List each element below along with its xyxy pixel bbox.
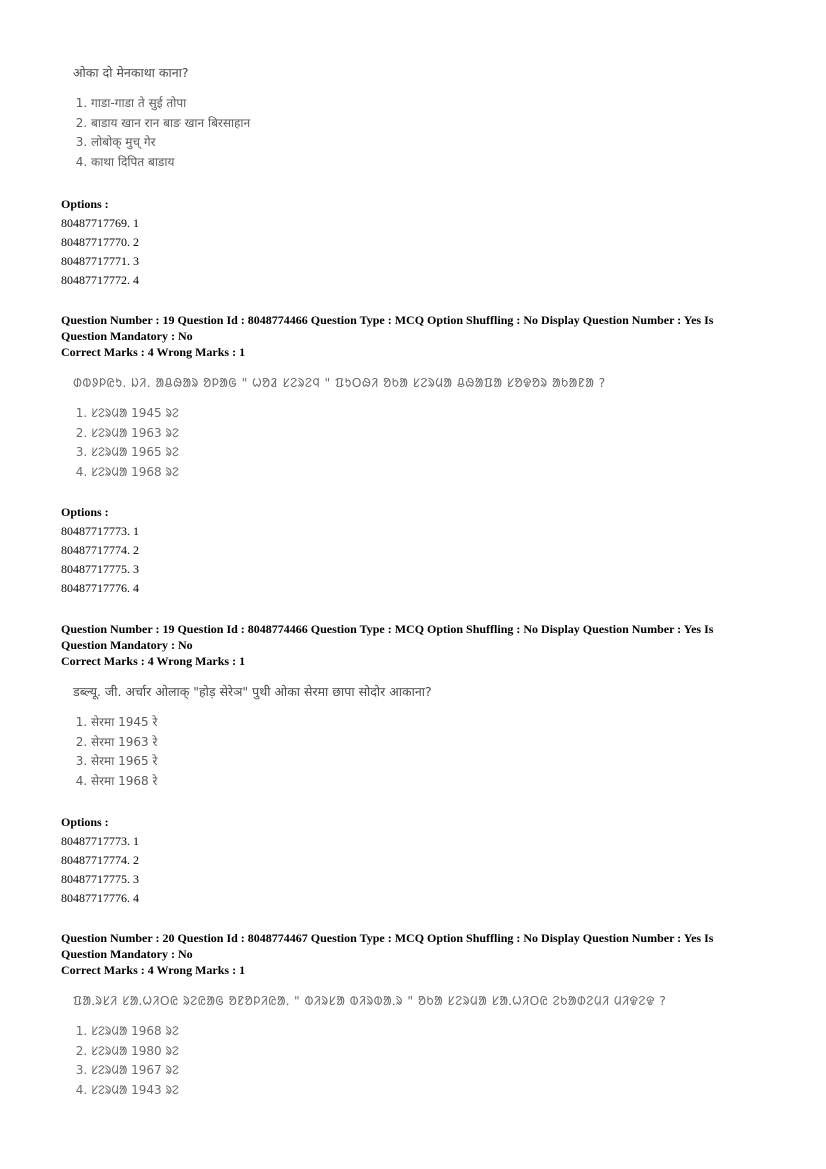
choice-item: 2. सेरमा 1963 रे (91, 733, 761, 753)
choice-item: 4. काथा दिपित बाडाय (91, 153, 761, 173)
option-row: 80487717773. 1 (61, 834, 139, 848)
question-marks: Correct Marks : 4 Wrong Marks : 1 (61, 963, 246, 977)
question-header-1 (61, 312, 761, 360)
question-marks: Correct Marks : 4 Wrong Marks : 1 (61, 345, 246, 359)
question-meta-line: Question Mandatory : No (61, 329, 193, 343)
option-row: 80487717770. 2 (61, 235, 139, 249)
question-block-1 (61, 374, 761, 482)
option-row: 80487717775. 3 (61, 562, 139, 576)
option-row: 80487717773. 1 (61, 524, 139, 538)
question-text: ᱯᱟᱹᱨᱥᱤ ᱥᱟᱹᱦᱤᱛᱭ ᱨᱮᱭᱟᱜ ᱚᱱᱚᱞᱤᱭᱟᱹ " ᱵᱤᱨᱥᱟ ᱵᱤᱨᱵᱟᱹᱨ " ᱚᱠᱟ ᱥᱮᱨᱢᱟ ᱥᱟᱹᱦᱤᱛᱭ ᱮᱠᱟᱰᱮᱢᱤ ᱢᱤᱫᱮᱫ ? (73, 993, 667, 1008)
choice-item: 2. ᱥᱮᱨᱢᱟ 1980 ᱨᱮ (91, 1042, 761, 1062)
options-block-2 (61, 813, 761, 908)
options-label: Options : (61, 197, 109, 211)
question-image (73, 64, 761, 172)
choice-item: 3. सेरमा 1965 रे (91, 752, 761, 772)
option-row: 80487717775. 3 (61, 872, 139, 886)
option-row: 80487717769. 1 (61, 216, 139, 230)
question-marks: Correct Marks : 4 Wrong Marks : 1 (61, 654, 246, 668)
question-meta-line: Question Number : 20 Question Id : 8048774467 Question Type : MCQ Option Shuffling : No Display Question Number : Yes Is (61, 931, 714, 945)
choice-item: 3. ᱥᱮᱨᱢᱟ 1967 ᱨᱮ (91, 1061, 761, 1081)
choice-item: 1. गाडा-गाडा ते सुई तोपा (91, 94, 761, 114)
choice-item: 2. ᱥᱮᱨᱢᱟ 1963 ᱨᱮ (91, 424, 761, 444)
question-header-2 (61, 621, 761, 669)
choice-item: 1. ᱥᱮᱨᱢᱟ 1968 ᱨᱮ (91, 1022, 761, 1042)
options-block-0 (61, 195, 761, 290)
choice-item: 3. ᱥᱮᱨᱢᱟ 1965 ᱨᱮ (91, 443, 761, 463)
question-block-2 (61, 683, 761, 791)
options-block-1 (61, 503, 761, 598)
choice-list (73, 713, 761, 791)
question-text: ओका दो मेनकाथा काना? (73, 65, 189, 80)
question-image (73, 374, 761, 482)
question-meta-line: Question Mandatory : No (61, 638, 193, 652)
question-meta-line: Question Number : 19 Question Id : 8048774466 Question Type : MCQ Option Shuffling : No Display Question Number : Yes Is (61, 622, 714, 636)
choice-list (73, 404, 761, 482)
choice-item: 1. सेरमा 1945 रे (91, 713, 761, 733)
choice-item: 2. बाडाय खान रान बाङ खान बिरसाहान (91, 114, 761, 134)
question-image (73, 683, 761, 791)
option-row: 80487717772. 4 (61, 273, 139, 287)
choice-list (73, 1022, 761, 1100)
question-image (73, 992, 761, 1100)
choice-item: 1. ᱥᱮᱨᱢᱟ 1945 ᱨᱮ (91, 404, 761, 424)
option-row: 80487717776. 4 (61, 581, 139, 595)
option-row: 80487717774. 2 (61, 543, 139, 557)
choice-item: 4. ᱥᱮᱨᱢᱟ 1968 ᱨᱮ (91, 463, 761, 483)
choice-list (73, 94, 761, 172)
question-text: ᱰᱵᱽᱞᱭᱩ. ᱡᱤ. ᱟᱪᱷᱟᱨ ᱚᱞᱟᱜ " ᱦᱚᱲ ᱥᱮᱨᱮᱧ " ᱯᱩᱛᱷᱤ ᱚᱠᱟ ᱥᱮᱨᱢᱟ ᱪᱷᱟᱯᱟ ᱥᱚᱫᱚᱨ ᱟᱠᱟᱱᱟ ? (73, 375, 606, 390)
option-row: 80487717771. 3 (61, 254, 139, 268)
option-row: 80487717774. 2 (61, 853, 139, 867)
options-label: Options : (61, 505, 109, 519)
choice-item: 4. सेरमा 1968 रे (91, 772, 761, 792)
question-block-0 (61, 64, 761, 172)
options-label: Options : (61, 815, 109, 829)
choice-item: 4. ᱥᱮᱨᱢᱟ 1943 ᱨᱮ (91, 1081, 761, 1101)
question-block-3 (61, 992, 761, 1100)
choice-item: 3. लोबोक् मुच् गेर (91, 133, 761, 153)
question-text: डब्ल्यू. जी. अर्चार ओलाक् "होड़ सेरेञ" पुथी ओका सेरमा छापा सोदोर आकाना? (73, 684, 432, 699)
question-header-3 (61, 930, 761, 978)
question-meta-line: Question Mandatory : No (61, 947, 193, 961)
option-row: 80487717776. 4 (61, 891, 139, 905)
question-meta-line: Question Number : 19 Question Id : 8048774466 Question Type : MCQ Option Shuffling : No Display Question Number : Yes Is (61, 313, 714, 327)
